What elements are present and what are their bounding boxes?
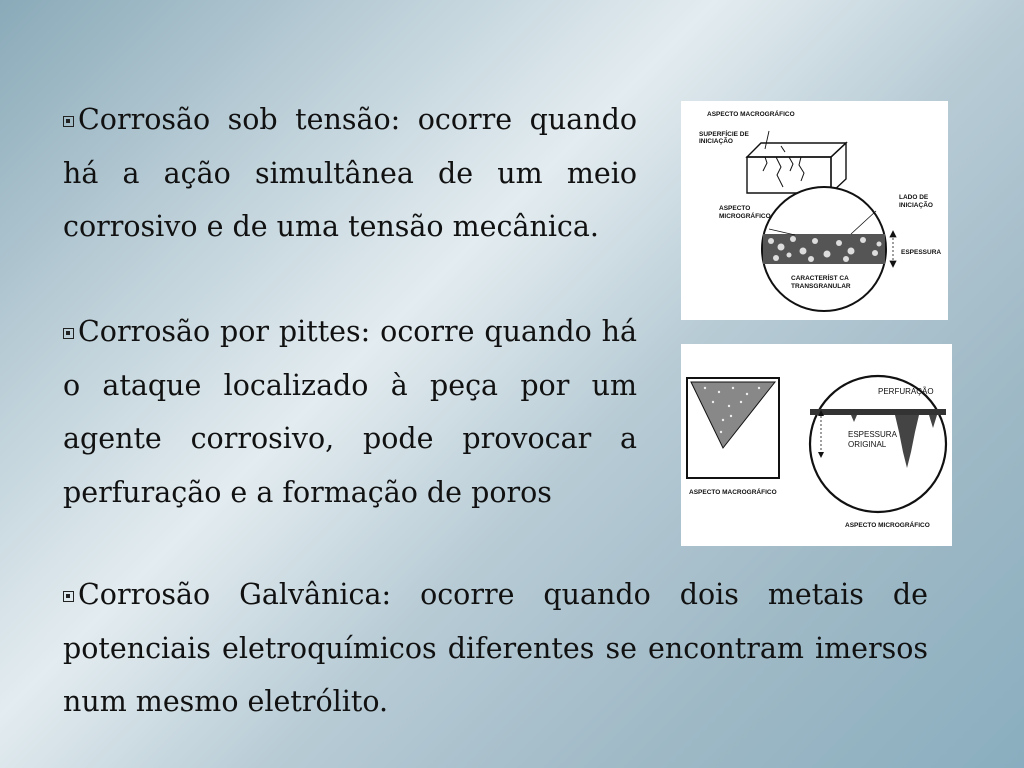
bullet-icon — [63, 328, 74, 339]
micro-circle — [762, 187, 886, 311]
thickness-arrow — [890, 231, 896, 267]
micro-label: ASPECTO — [719, 205, 751, 212]
pitting-macro-label: ASPECTO MACROGRÁFICO — [689, 489, 777, 496]
bullet-icon — [63, 116, 74, 127]
macro-square — [687, 378, 779, 478]
pitting-corrosion-diagram — [681, 344, 952, 546]
paragraph-text: Corrosão Galvânica: ocorre quando dois metais de potenciais eletroquímicos diferentes se encontram imersos num mesmo eletrólito. — [63, 578, 928, 718]
paragraph-galvanic-corrosion — [63, 568, 928, 729]
surface-label-2: INICIAÇÃO — [699, 138, 733, 145]
char-label: CARACTERÍST CA — [791, 275, 849, 282]
micro-label-2: MICROGRÁFICO — [719, 213, 771, 220]
original-thickness-label-2: ORIGINAL — [848, 440, 887, 449]
surface-label: SUPERFÍCIE DE — [699, 131, 749, 138]
init-label-2: INICIAÇÃO — [899, 202, 933, 209]
paragraph-text: Corrosão sob tensão: ocorre quando há a ação simultânea de um meio corrosivo e de uma tensão mecânica. — [63, 103, 637, 243]
paragraph-stress-corrosion — [63, 93, 637, 254]
block-drawing — [747, 131, 846, 193]
char-label-2: TRANSGRANULAR — [791, 283, 851, 290]
pitting-micro-label: ASPECTO MICROGRÁFICO — [845, 522, 930, 529]
macro-label: ASPECTO MACROGRÁFICO — [707, 111, 795, 118]
paragraph-text: Corrosão por pittes: ocorre quando há o ataque localizado à peça por um agente corrosivo, pode provocar a perfuração e a formação de poros — [63, 315, 637, 509]
init-label: LADO DE — [899, 194, 929, 201]
paragraph-pitting-corrosion — [63, 305, 637, 519]
original-thickness-label: ESPESSURA — [848, 430, 897, 439]
thickness-label: ESPESSURA — [901, 249, 942, 256]
bullet-icon — [63, 591, 74, 602]
pitting-corrosion-figure — [681, 344, 952, 546]
perforation-label: PERFURAÇÃO — [878, 387, 934, 396]
stress-corrosion-figure — [681, 101, 948, 320]
stress-corrosion-diagram — [681, 101, 948, 320]
